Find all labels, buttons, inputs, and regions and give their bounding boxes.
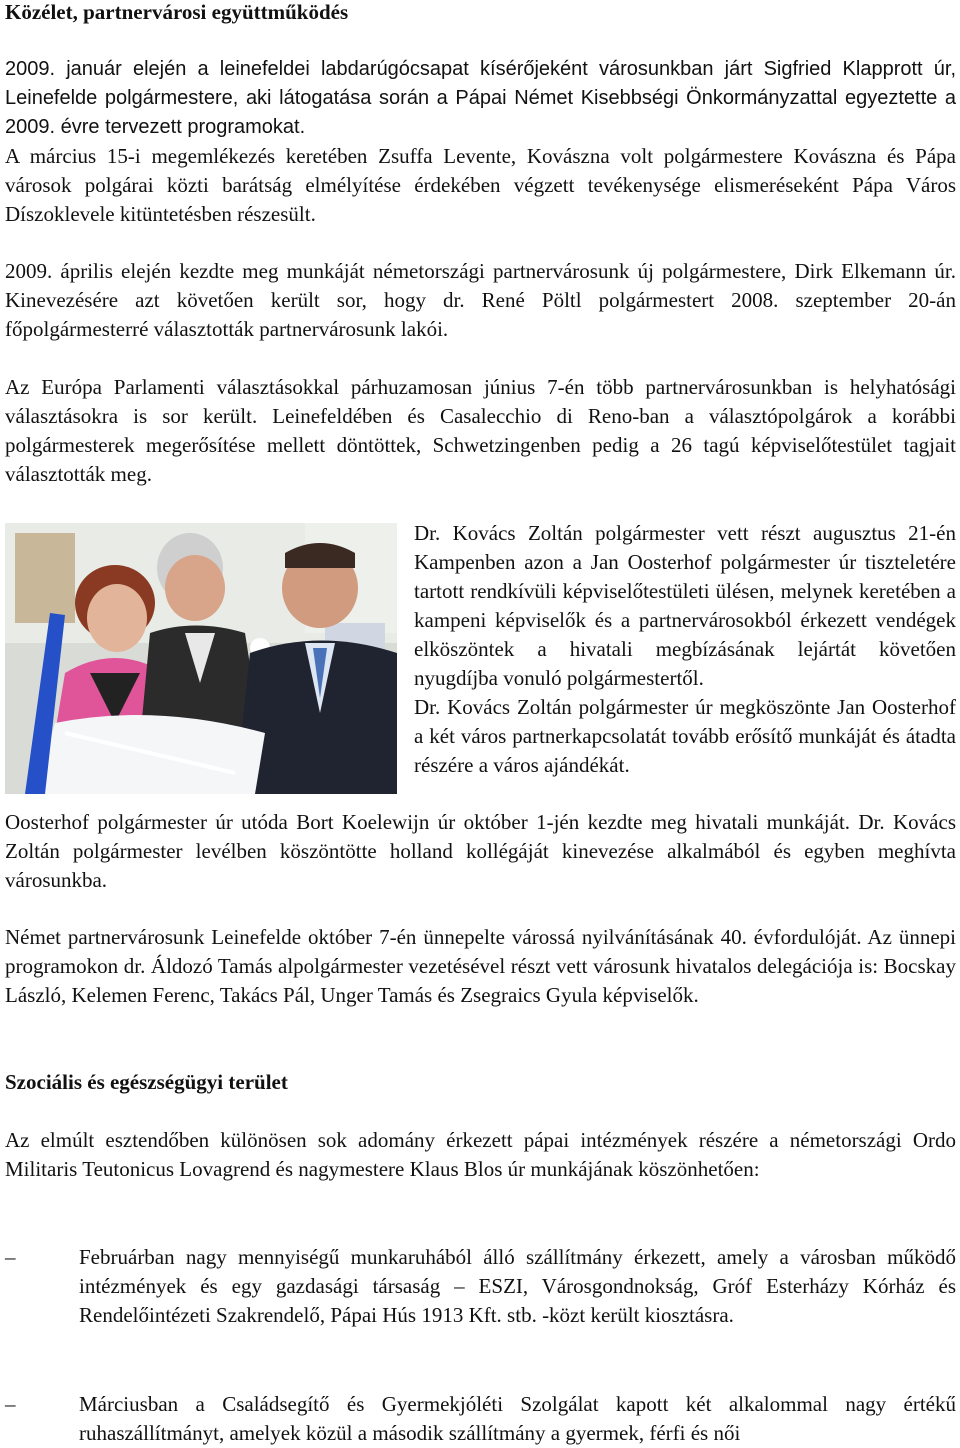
paragraph-april-mayor — [5, 257, 956, 344]
paragraph-donations — [5, 1126, 956, 1184]
paragraph-kampen-ceremony: Dr. Kovács Zoltán polgármester vett részt augusztus 21-én Kampenben azon a Jan Oosterhof polgármester úr tiszteletére tartott rendkívüli képviselőtestületi ülésen, melynek keretében a kampeni képviselők és a partnervárosokból érkezett vendégek elköszöntek a hivatali megbízásának lejártát követően nyugdíjba vonuló polgármestertől. — [414, 521, 956, 690]
paragraph-january-visit — [5, 55, 956, 142]
list-item-text: Márciusban a Családsegítő és Gyermekjóléti Szolgálat kapott két alkalommal nagy értékű ruhaszállítmányt, amelyek közül a második szállítmány a gyermek, férfi és női — [79, 1392, 956, 1445]
paragraph-text: 2009. április elején kezdte meg munkáját németországi partnervárosunk új polgármestere, Dirk Elkemann úr. Kinevezésére azt követően került sor, hogy dr. René Pöltl polgármestert 2008. szeptember 20-án főpolgármesterré választották partnervárosunk lakói. — [5, 259, 956, 341]
photo-caption-column — [414, 519, 956, 780]
paragraph-text: 2009. január elején a leinefeldei labdarúgócsapat kísérőjeként városunkban járt Sigfried Klapprott úr, Leinefelde polgármestere, aki látogatása során a Pápai Német Kisebbségi Önkormányzattal egyeztette a 2009. évre tervezett programokat. — [5, 58, 956, 138]
paragraph-text: A március 15-i megemlékezés keretében Zsuffa Levente, Kovászna volt polgármestere Kovászna és Pápa városok polgárai közti barátság elmélyítése érdekében végzett tevékenysége elismeréseként Pápa Város Díszoklevele kitüntetésben részesült. — [5, 144, 956, 226]
bullet-dash: – — [5, 1392, 16, 1416]
paragraph-text: Oosterhof polgármester úr utóda Bort Koelewijn úr október 1-jén kezdte meg hivatali munkáját. Dr. Kovács Zoltán polgármester levélben köszöntötte holland kollégáját kinevezése alkalmából és egyben meghívta városunkba. — [5, 810, 956, 892]
bullet-dash: – — [5, 1245, 16, 1269]
paragraph-gift: Dr. Kovács Zoltán polgármester úr megköszönte Jan Oosterhof a két város partnerkapcsolatát tovább erősítő munkáját és átadta részére a város ajándékát. — [414, 695, 956, 777]
paragraph-text: Az Európa Parlamenti választásokkal párhuzamosan június 7-én több partnervárosunkban is helyhatósági választásokra is sor került. Leinefeldében és Casalecchio di Reno-ban a választópolgárok a korábbi polgármesterek megerősítése mellett döntöttek, Schwetzingenben pedig a 26 tagú képviselőtestület tagjait választották meg. — [5, 375, 956, 486]
section-heading-social-health: Szociális és egészségügyi terület — [5, 1070, 288, 1094]
paragraph-successor — [5, 808, 956, 895]
paragraph-leinefelde-anniversary — [5, 923, 956, 1010]
paragraph-elections — [5, 373, 956, 489]
paragraph-text: Német partnervárosunk Leinefelde október 7-én ünnepelte várossá nyilvánításának 40. évfordulóját. Az ünnepi programokon dr. Áldozó Tamás alpolgármester vezetésével részt vett városunk hivatalos delegációja is: Bocskay László, Kelemen Ferenc, Takács Pál, Unger Tamás és Zsegraics Gyula képviselők. — [5, 925, 956, 1007]
list-item-march — [5, 1390, 956, 1448]
list-item-text: Februárban nagy mennyiségű munkaruhából álló szállítmány érkezett, amely a városban működő intézmények és egy gazdasági társaság – ESZI, Városgondnokság, Gróf Esterházy Kórház és Rendelőintézeti Szakrendelő, Pápai Hús 1913 Kft. stb. -közt került kiosztásra. — [79, 1245, 956, 1327]
photo-illustration — [5, 523, 397, 794]
ceremony-photo — [5, 523, 397, 794]
section-heading-public-life: Közélet, partnervárosi együttműködés — [5, 0, 349, 24]
list-item-february — [5, 1243, 956, 1330]
paragraph-march-15 — [5, 142, 956, 229]
paragraph-text: Az elmúlt esztendőben különösen sok adomány érkezett pápai intézmények részére a németországi Ordo Militaris Teutonicus Lovagrend és nagymestere Klaus Blos úr munkájának köszönhetően: — [5, 1128, 956, 1181]
